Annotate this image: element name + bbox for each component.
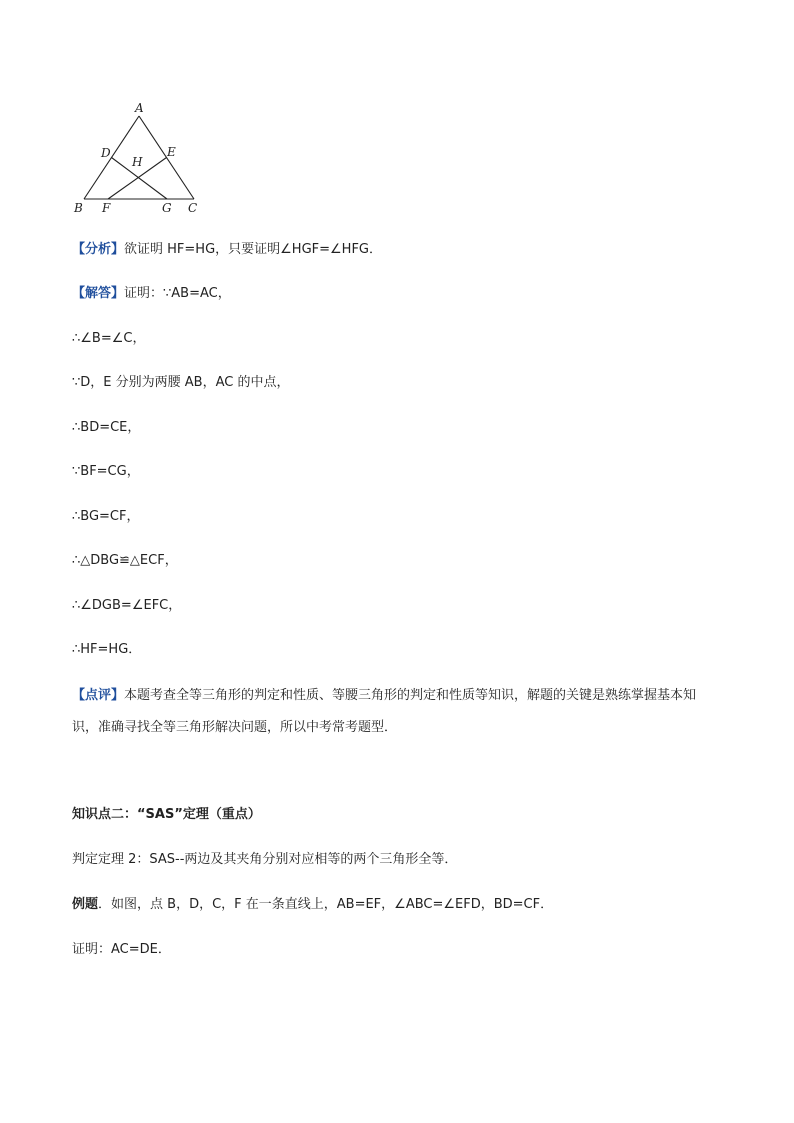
solution-step: ∴BG=CF， — [72, 509, 140, 524]
label-c: C — [188, 201, 198, 215]
solution-step: ∵BF=CG， — [72, 464, 140, 479]
label-g: G — [162, 201, 172, 215]
label-d: D — [101, 146, 111, 160]
solution-line — [72, 285, 231, 303]
triangle-figure — [68, 96, 208, 220]
comment-paragraph — [72, 680, 722, 744]
solution-step: ∴HF=HG． — [72, 642, 142, 657]
solution-tag: 【解答】 — [72, 286, 125, 301]
analysis-line — [72, 241, 382, 259]
comment-tag: 【点评】 — [72, 688, 125, 703]
theorem-text: 判定定理 2：SAS--两边及其夹角分别对应相等的两个三角形全等． — [72, 852, 458, 867]
analysis-tag: 【分析】 — [72, 242, 125, 257]
label-f: F — [102, 201, 111, 215]
solution-intro: 证明：∵AB=AC， — [124, 286, 231, 301]
triangle-diagram — [68, 96, 208, 220]
label-h: H — [132, 155, 143, 169]
comment-text: 本题考查全等三角形的判定和性质、等腰三角形的判定和性质等知识，解题的关键是熟练掌握基本知识，准确寻找全等三角形解决问题，所以中考常考题型． — [72, 688, 697, 735]
label-b: B — [74, 201, 83, 215]
solution-step: ∴∠B=∠C， — [72, 331, 146, 346]
example-label: 例题 — [72, 897, 99, 912]
example-line — [72, 896, 553, 914]
solution-step: ∴BD=CE， — [72, 420, 141, 435]
section-heading: 知识点二：“SAS”定理（重点） — [72, 807, 261, 822]
solution-step: ∴△DBG≌△ECF， — [72, 553, 178, 568]
label-e: E — [167, 145, 176, 159]
solution-step: ∴∠DGB=∠EFC， — [72, 598, 182, 613]
prove-statement: 证明：AC=DE． — [72, 942, 171, 957]
solution-step: ∵D，E 分别为两腰 AB，AC 的中点， — [72, 375, 290, 390]
analysis-text: 欲证明 HF=HG，只要证明∠HGF=∠HFG． — [124, 242, 382, 257]
label-a: A — [135, 101, 144, 115]
example-text: ．如图，点 B，D，C，F 在一条直线上，AB=EF，∠ABC=∠EFD，BD=CF． — [98, 897, 554, 912]
